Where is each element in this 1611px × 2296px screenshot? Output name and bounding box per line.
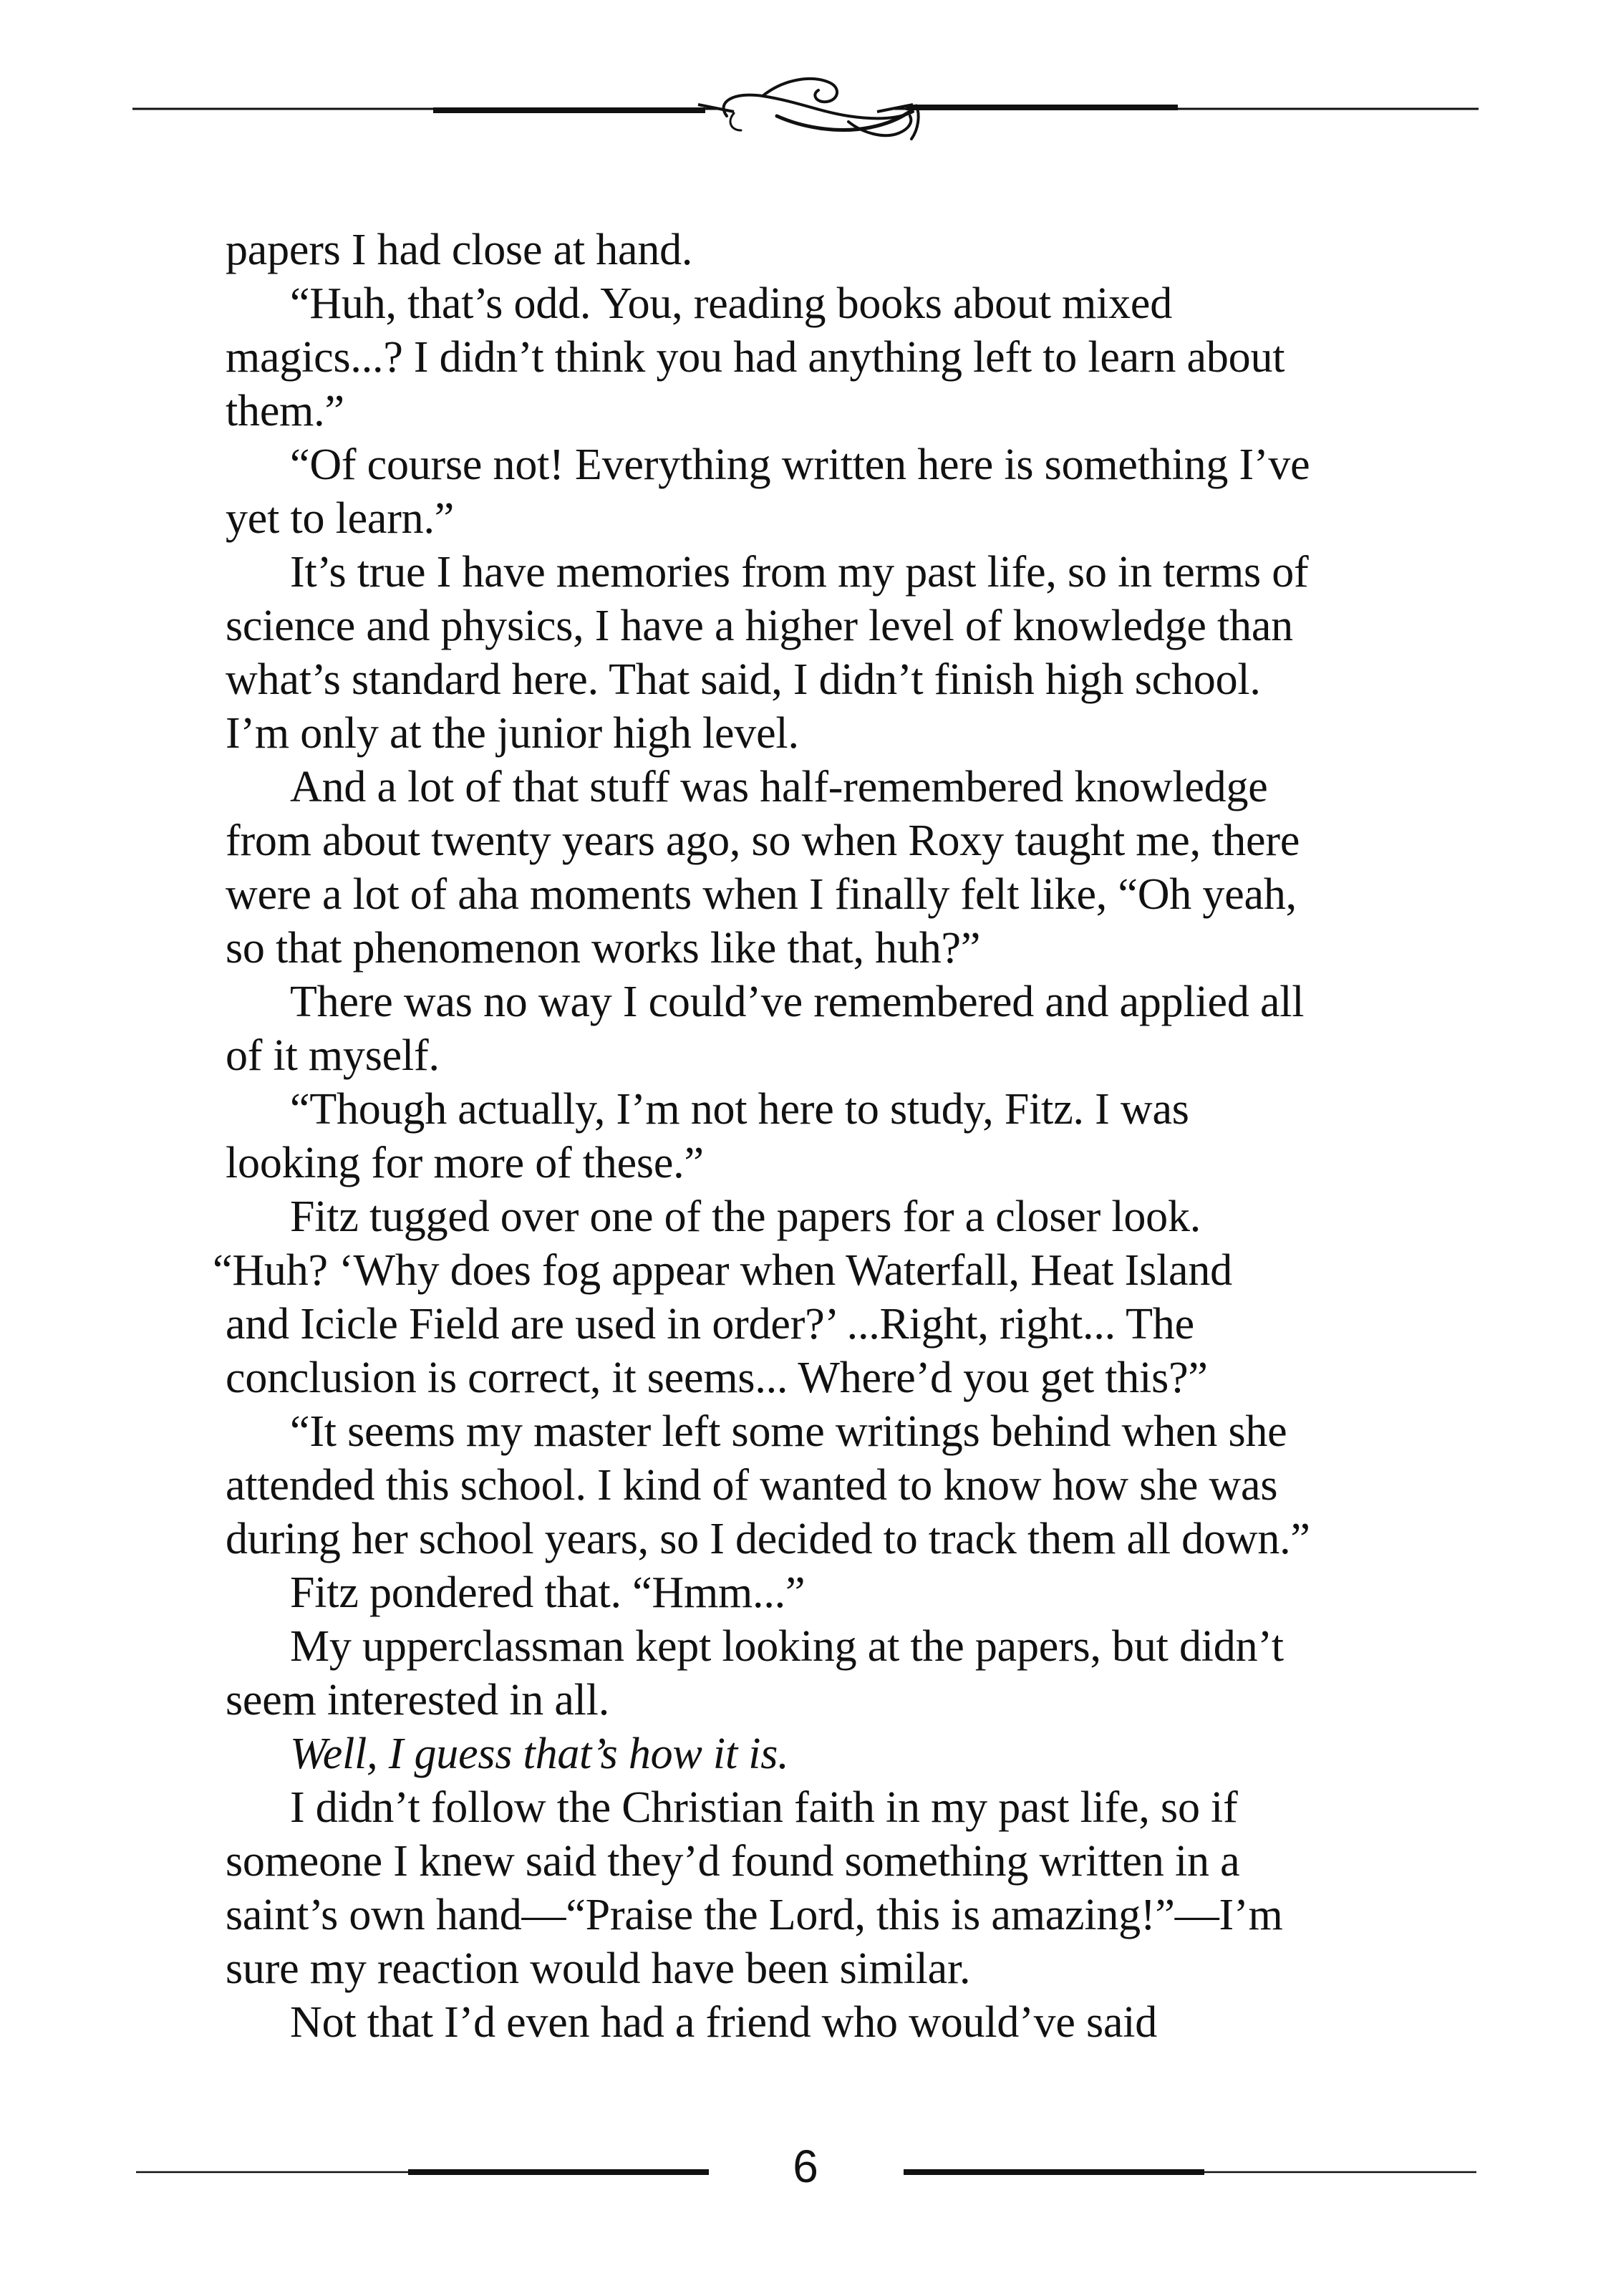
- text-line: Fitz pondered that. “Hmm...”: [290, 1568, 806, 1617]
- text-line: seem interested in all.: [226, 1676, 609, 1725]
- page-number: 6: [793, 2141, 818, 2192]
- paragraph: [226, 1405, 1457, 1566]
- text-line: It’s true I have memories from my past life, so in terms of: [290, 548, 1309, 597]
- text-line: And a lot of that stuff was half-remembered knowledge: [290, 763, 1268, 811]
- text-line: them.”: [226, 387, 344, 435]
- paragraph: [226, 1566, 1457, 1620]
- text-line: I’m only at the junior high level.: [226, 709, 799, 758]
- text-line: “Of course not! Everything written here is something I’ve: [290, 440, 1310, 489]
- footer-rule-right: [904, 2166, 1476, 2178]
- text-line: and Icicle Field are used in order?’ ...Right, right... The: [226, 1300, 1194, 1349]
- text-line: Not that I’d even had a friend who would’ve said: [290, 1998, 1158, 2047]
- text-line: sure my reaction would have been similar.: [226, 1944, 971, 1993]
- text-line: what’s standard here. That said, I didn’t finish high school.: [226, 655, 1261, 704]
- text-line: during her school years, so I decided to track them all down.”: [226, 1515, 1310, 1563]
- text-line: yet to learn.”: [226, 494, 455, 543]
- text-line: of it myself.: [226, 1031, 440, 1080]
- paragraph: [226, 438, 1457, 546]
- text-line: science and physics, I have a higher level of knowledge than: [226, 602, 1293, 650]
- footer-rule-left: [136, 2166, 709, 2178]
- text-line: “Though actually, I’m not here to study, Fitz. I was: [290, 1085, 1189, 1134]
- text-line: There was no way I could’ve remembered and applied all: [290, 978, 1305, 1026]
- text-line: “Huh, that’s odd. You, reading books about mixed: [290, 279, 1173, 328]
- text-line: My upperclassman kept looking at the papers, but didn’t: [290, 1622, 1284, 1671]
- paragraph: [226, 277, 1457, 438]
- text-line: were a lot of aha moments when I finally felt like, “Oh yeah,: [226, 870, 1297, 919]
- text-line: Fitz tugged over one of the papers for a closer look.: [290, 1192, 1201, 1241]
- paragraph: [226, 761, 1457, 975]
- text-line: from about twenty years ago, so when Roxy taught me, there: [226, 816, 1300, 865]
- paragraph: [226, 1083, 1457, 1190]
- chapter-body-text: [213, 223, 1457, 2050]
- text-line: I didn’t follow the Christian faith in my past life, so if: [290, 1783, 1238, 1832]
- paragraph: [226, 1781, 1457, 1996]
- paragraph: [226, 1727, 1457, 1781]
- paragraph: [213, 1244, 1457, 1405]
- paragraph: [226, 975, 1457, 1083]
- text-line: saint’s own hand—“Praise the Lord, this is amazing!”—I’m: [226, 1891, 1283, 1939]
- text-line: papers I had close at hand.: [226, 226, 693, 274]
- paragraph: [226, 1190, 1457, 1244]
- text-line: Well, I guess that’s how it is.: [290, 1730, 789, 1778]
- text-line: magics...? I didn’t think you had anything left to learn about: [226, 333, 1285, 382]
- paragraph: [226, 1996, 1457, 2050]
- text-line: looking for more of these.”: [226, 1139, 704, 1187]
- paragraph: [226, 546, 1457, 761]
- text-line: “It seems my master left some writings behind when she: [290, 1407, 1287, 1456]
- text-line: someone I knew said they’d found something written in a: [226, 1837, 1240, 1886]
- paragraph: [226, 223, 1457, 277]
- text-line: attended this school. I kind of wanted to know how she was: [226, 1461, 1278, 1510]
- text-line: so that phenomenon works like that, huh?”: [226, 924, 981, 973]
- header-flourish-ornament: [132, 64, 1479, 158]
- text-line: “Huh? ‘Why does fog appear when Waterfall, Heat Island: [213, 1246, 1232, 1295]
- text-line: conclusion is correct, it seems... Where’d you get this?”: [226, 1354, 1208, 1402]
- paragraph: [226, 1620, 1457, 1727]
